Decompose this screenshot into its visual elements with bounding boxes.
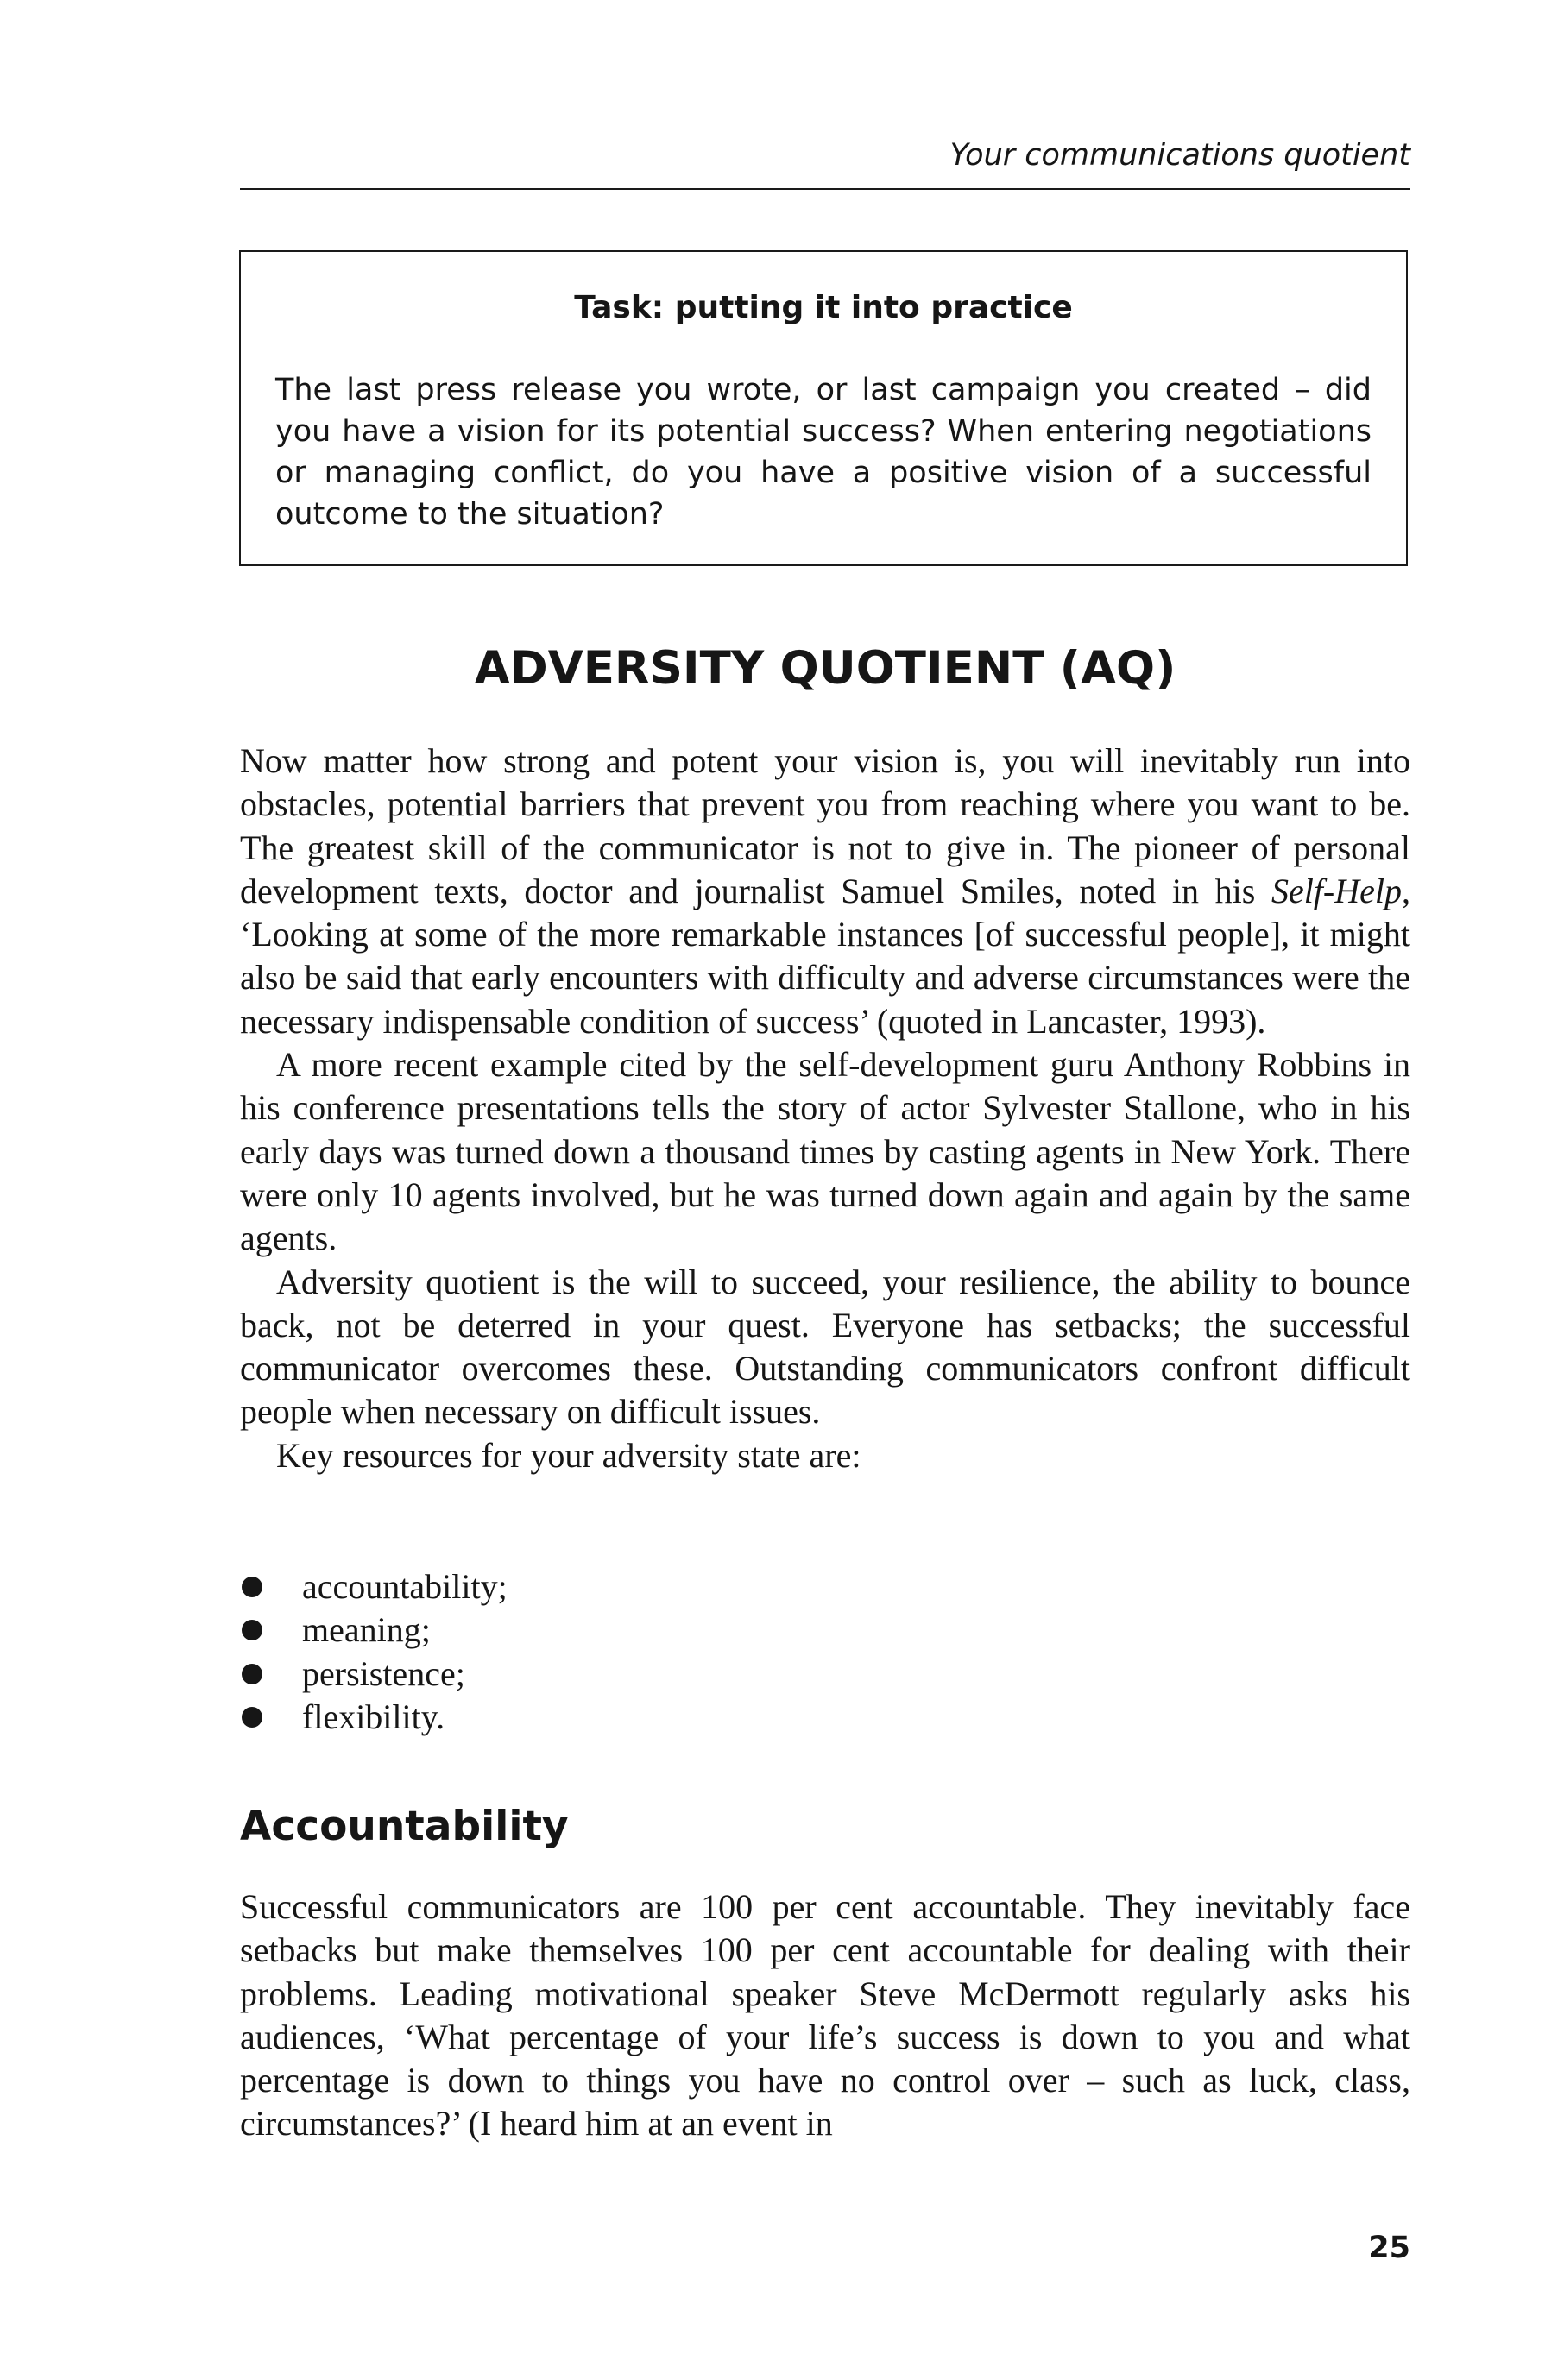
subsection-heading: Accountability [240,1803,569,1850]
list-item [240,1565,1410,1609]
paragraph-3: Adversity quotient is the will to succeed, your resilience, the ability to bounce back, not be deterred in your quest. Everyone has setbacks; the successful communicator overcomes these. Outstanding communicators confront difficult people when necessary on difficult issues. [240,1262,1410,1432]
subsection-body [240,1886,1410,2146]
list-item [240,1653,1410,1696]
header-rule [240,188,1410,190]
paragraph-1-text-b: , ‘Looking at some of the more remarkable instances [of successful people], it might also be said that early encounters with difficulty and adverse circumstances were the necessary indispensable condition of success’ (quoted in Lancaster, 1993). [240,871,1410,1041]
paragraph-2: A more recent example cited by the self-development guru Anthony Robbins in his conference presentations tells the story of actor Sylvester Stallone, who in his early days was turned down a thousand times by casting agents in New York. There were only 10 agents involved, but he was turned down again and again by the same agents. [240,1045,1410,1258]
section-body [240,740,1410,1477]
accountability-paragraph: Successful communicators are 100 per cent accountable. They inevitably face setbacks but make themselves 100 per cent accountable for dealing with their problems. Leading motivational speaker Steve McDermott regularly asks his audiences, ‘What percentage of your life’s success is down to you and what percentage is down to things you have no control over – such as luck, class, circumstances?’ (I heard him at an event in [240,1887,1410,2144]
list-item [240,1696,1410,1739]
paragraph-4: Key resources for your adversity state are: [276,1435,861,1475]
list-item-text: flexibility. [302,1697,445,1736]
bullet-icon [242,1664,262,1684]
bullet-icon [242,1577,262,1597]
task-box-text: The last press release you wrote, or last campaign you created – did you have a vision for its potential success? When entering negotiations or managing conflict, do you have a positive vision of a successful outcome to the situation? [275,373,1372,532]
page-number: 25 [1368,2231,1410,2265]
bullet-icon [242,1620,262,1640]
section-heading: ADVERSITY QUOTIENT (AQ) [474,642,1176,695]
adversity-resources-list [240,1565,1410,1739]
bullet-icon [242,1707,262,1728]
task-box-title: Task: putting it into practice [574,290,1073,325]
task-box [239,250,1408,566]
list-item-text: persistence; [302,1653,465,1693]
list-item-text: meaning; [302,1610,431,1650]
running-head: Your communications quotient [949,138,1410,173]
book-title-self-help: Self-Help [1271,871,1402,910]
paragraph-1 [240,740,1410,1043]
list-item-text: accountability; [302,1567,508,1606]
list-item [240,1609,1410,1652]
paragraph-1-text-a: Now matter how strong and potent your vision is, you will inevitably run into obstacles, potential barriers that prevent you from reaching where you want to be. The greatest skill of the communicator is not to give in. The pioneer of personal development texts, doctor and journalist Samuel Smiles, noted in his [240,741,1410,910]
